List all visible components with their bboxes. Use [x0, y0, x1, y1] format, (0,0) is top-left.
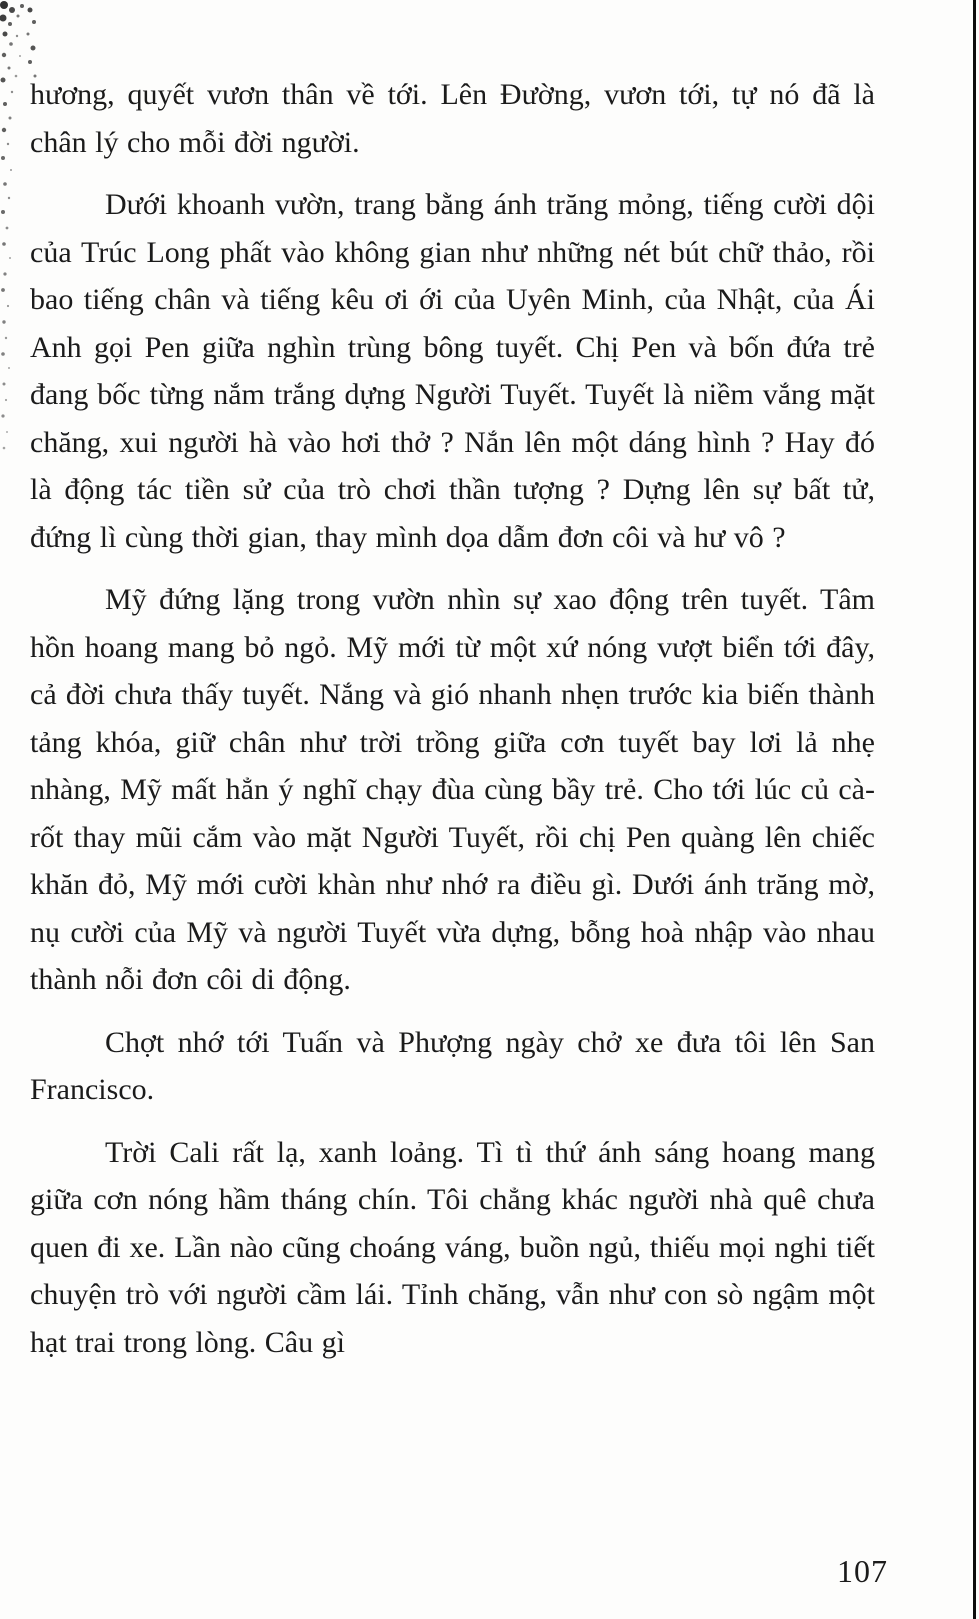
- paragraph: Dưới khoanh vườn, trang bằng ánh trăng mỏng, tiếng cười dội của Trúc Long phất vào không gian như những nét bút chữ thảo, rồi bao tiếng chân và tiếng kêu ơi ới của Uyên Minh, của Nhật, của Ái Anh gọi Pen giữa nghìn trùng bông tuyết. Chị Pen và bốn đứa trẻ đang bốc từng nắm trắng dựng Người Tuyết. Tuyết là niềm vắng mặt chăng, xui người hà vào hơi thở ? Nắn lên một dáng hình ? Hay đó là động tác tiền sử của trò chơi thần tượng ? Dựng lên sự bất tử, đứng lì cùng thời gian, thay mình dọa dẫm đơn côi và hư vô ?: [30, 188, 875, 554]
- paragraph: Trời Cali rất lạ, xanh loảng. Tì tì thứ ánh sáng hoang mang giữa cơn nóng hầm tháng chín. Tôi chẳng khác người nhà quê chưa quen đi xe. Lần nào cũng choáng váng, buồn ngủ, thiếu mọi nghi tiết chuyện trò với người cầm lái. Tỉnh chăng, vẫn như con sò ngậm một hạt trai trong lòng. Câu gì: [30, 1135, 875, 1359]
- paragraph: Chợt nhớ tới Tuấn và Phượng ngày chở xe đưa tôi lên San Francisco.: [30, 1025, 875, 1106]
- paragraph: Mỹ đứng lặng trong vườn nhìn sự xao động trên tuyết. Tâm hồn hoang mang bỏ ngỏ. Mỹ mới từ một xứ nóng vượt biển tới đây, cả đời chưa thấy tuyết. Nắng và gió nhanh nhẹn trước kia biến thành tảng khóa, giữ chân như trời trồng giữa cơn tuyết bay lơi lả nhẹ nhàng, Mỹ mất hẳn ý nghĩ chạy đùa cùng bầy trẻ. Cho tới lúc củ cà-rốt thay mũi cắm vào mặt Người Tuyết, rồi chị Pen quàng lên chiếc khăn đỏ, Mỹ mới cười khàn như nhớ ra điều gì. Dưới ánh trăng mờ, nụ cười của Mỹ và người Tuyết vừa dựng, bỗng hoà nhập vào nhau thành nỗi đơn côi di động.: [30, 583, 875, 996]
- page-number: 107: [837, 1553, 888, 1589]
- paragraph-continuation: hương, quyết vươn thân về tới. Lên Đường, vươn tới, tự nó đã là chân lý cho mỗi đời người.: [30, 78, 875, 159]
- body-text: [30, 71, 875, 1381]
- scan-artifact-edge-line: [973, 0, 976, 1619]
